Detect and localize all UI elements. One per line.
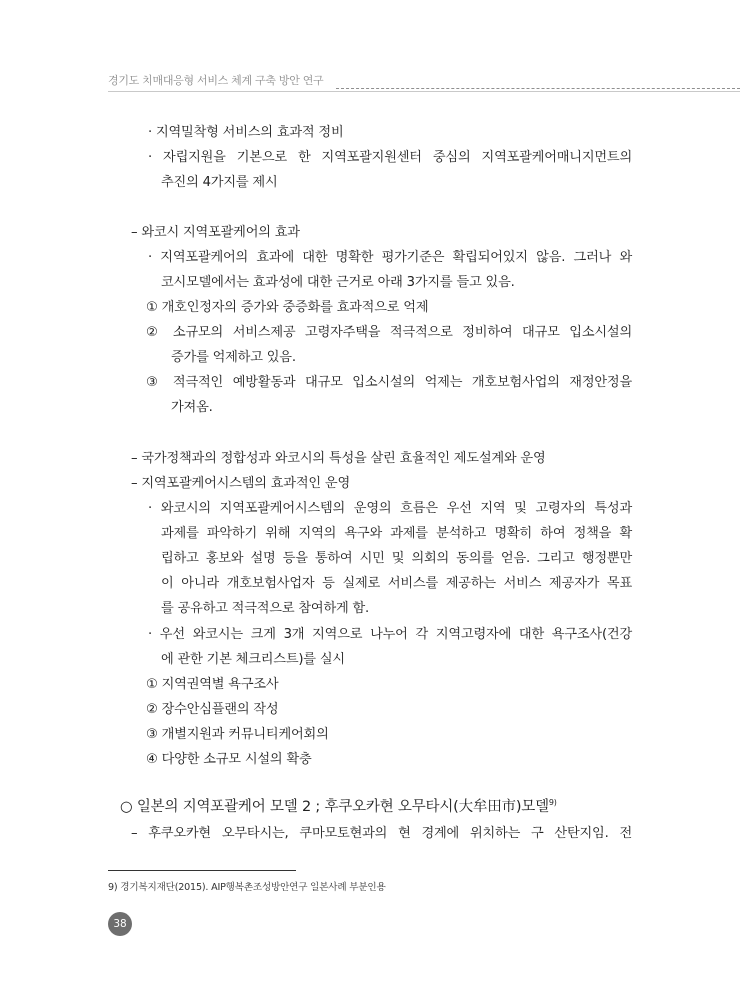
bullet-item: · 우선 와코시는 크게 3개 지역으로 나누어 각 지역고령자에 대한 욕구조사(건강 bbox=[148, 627, 632, 642]
numbered-item: ② 소규모의 서비스제공 고령자주택을 적극적으로 정비하여 대규모 입소시설의 bbox=[146, 325, 632, 340]
header-rule bbox=[108, 91, 740, 92]
dash-item: – 와코시 지역포괄케어의 효과 bbox=[131, 225, 300, 240]
footnote: 9) 경기복지재단(2015). AIP행복촌조성방안연구 일본사례 부분인용 bbox=[108, 882, 386, 893]
bullet-item: · 자립지원을 기본으로 한 지역포괄지원센터 중심의 지역포괄케어매니지먼트의 bbox=[148, 150, 632, 165]
numbered-item: ③ 개별지원과 커뮤니티케어회의 bbox=[146, 727, 329, 742]
numbered-item: ④ 다양한 소규모 시설의 확충 bbox=[146, 752, 312, 767]
bullet-item-continuation: 이 아니라 개호보험사업자 등 실제로 서비스를 제공하는 서비스 제공자가 목표 bbox=[161, 576, 632, 591]
dash-item: – 국가정책과의 정합성과 와코시의 특성을 살린 효율적인 제도설계와 운영 bbox=[131, 451, 546, 466]
bullet-item-continuation: 립하고 홍보와 설명 등을 통하여 시민 및 의회의 동의를 얻음. 그리고 행정뿐만 bbox=[161, 551, 632, 566]
bullet-item-continuation: 코시모델에서는 효과성에 대한 근거로 아래 3가지를 들고 있음. bbox=[161, 275, 515, 290]
bullet-item-continuation: 추진의 4가지를 제시 bbox=[161, 175, 278, 190]
header-dashed-rule bbox=[336, 88, 740, 89]
numbered-item: ① 개호인정자의 증가와 중증화를 효과적으로 억제 bbox=[146, 300, 429, 315]
bullet-item-continuation: 과제를 파악하기 위해 지역의 욕구와 과제를 분석하고 명확히 하여 정책을 확 bbox=[161, 526, 632, 541]
numbered-item: ③ 적극적인 예방활동과 대규모 입소시설의 억제는 개호보험사업의 재정안정을 bbox=[146, 375, 632, 390]
footnote-rule bbox=[108, 870, 296, 871]
bullet-item-continuation: 에 관한 기본 체크리스트)를 실시 bbox=[161, 652, 345, 667]
bullet-item-continuation: 를 공유하고 적극적으로 참여하게 함. bbox=[161, 601, 370, 616]
bullet-item: · 지역포괄케어의 효과에 대한 명확한 평가기준은 확립되어있지 않음. 그러나 와 bbox=[148, 250, 632, 265]
bullet-item: · 와코시의 지역포괄케어시스템의 운영의 흐름은 우선 지역 및 고령자의 특성과 bbox=[148, 501, 632, 516]
footnote-reference[interactable]: 9) bbox=[548, 798, 557, 808]
dash-item: – 후쿠오카현 오무타시는, 쿠마모토현과의 현 경계에 위치하는 구 산탄지임. 전 bbox=[131, 826, 632, 841]
numbered-item-continuation: 증가를 억제하고 있음. bbox=[171, 350, 296, 365]
numbered-item: ② 장수안심플랜의 작성 bbox=[146, 702, 279, 717]
numbered-item: ① 지역권역별 욕구조사 bbox=[146, 677, 279, 692]
bullet-item: · 지역밀착형 서비스의 효과적 정비 bbox=[148, 125, 344, 140]
page-number-badge: 38 bbox=[108, 912, 132, 936]
running-header: 경기도 치매대응형 서비스 체계 구축 방안 연구 bbox=[108, 74, 324, 87]
numbered-item-continuation: 가져옴. bbox=[171, 400, 213, 415]
dash-item: – 지역포괄케어시스템의 효과적인 운영 bbox=[131, 476, 350, 491]
section-heading: ○ 일본의 지역포괄케어 모델 2 ; 후쿠오카현 오무타시(大牟田市)모델$^{9)}$ bbox=[120, 798, 557, 815]
